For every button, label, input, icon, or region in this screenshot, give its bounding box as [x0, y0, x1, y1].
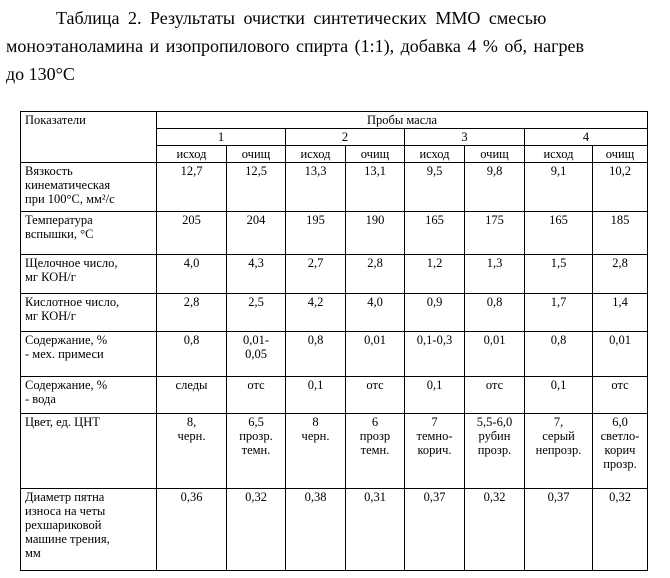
value-line: 13,3: [304, 164, 327, 178]
value-cell: [346, 489, 405, 571]
value-cell: [346, 254, 405, 293]
value-line: отс: [485, 378, 504, 393]
value-line: отс: [247, 378, 265, 393]
value-line: следы: [175, 378, 208, 393]
value-line: 0,32: [483, 490, 506, 505]
value-line: 165: [425, 212, 444, 227]
value-cell: [465, 332, 525, 377]
value-line: 0,1: [307, 378, 324, 393]
value-line: отс: [366, 378, 384, 393]
value-line: 2,8: [183, 294, 200, 309]
indicator-name: [21, 489, 157, 571]
value-cell: [405, 377, 465, 414]
value-line: 0,8: [307, 333, 324, 348]
indicator-name-line: кинематическая: [25, 178, 111, 192]
value-line: 0,05: [245, 347, 267, 362]
value-cell: [593, 254, 648, 293]
value-cell: [227, 377, 286, 414]
value-cell: [346, 211, 405, 254]
sub-header: исход: [157, 146, 227, 163]
caption-line-2: моноэтаноламина и изопропилового спирта (1:1), добавка 4 % об, нагрев: [6, 36, 585, 56]
indicator-name-line: Щелочное число,: [25, 255, 118, 270]
value-line: 0,37: [547, 490, 570, 505]
value-cell: [465, 489, 525, 571]
value-line: 0,32: [245, 490, 267, 505]
indicator-name: [21, 413, 157, 488]
value-line: 204: [246, 212, 266, 227]
value-cell: [157, 413, 227, 488]
value-line: 6,5: [248, 414, 264, 429]
sub-header: исход: [405, 146, 465, 163]
value-line: 165: [549, 212, 568, 227]
value-cell: [227, 489, 286, 571]
value-cell: [286, 377, 346, 414]
value-cell: [346, 413, 405, 488]
value-cell: [346, 163, 405, 212]
indicator-name-line: при 100°С, мм²/с: [25, 192, 115, 206]
sub-header: очищ: [227, 146, 286, 163]
sample-header: 2: [286, 129, 405, 146]
value-cell: [405, 163, 465, 212]
value-line: 0,8: [183, 333, 200, 348]
value-cell: [525, 163, 593, 212]
indicator-name: [21, 163, 157, 212]
indicator-name-line: Содержание, %: [25, 333, 108, 348]
value-line: 13,1: [364, 164, 386, 178]
value-line: рубин: [478, 428, 511, 443]
value-cell: [157, 489, 227, 571]
value-cell: [286, 489, 346, 571]
table-row: [21, 254, 648, 293]
value-line: 205: [182, 212, 201, 227]
results-table: [20, 111, 648, 571]
value-cell: [405, 489, 465, 571]
value-line: 12,7: [180, 164, 203, 178]
value-cell: [525, 413, 593, 488]
value-cell: [593, 293, 648, 332]
value-cell: [157, 163, 227, 212]
sub-header: исход: [525, 146, 593, 163]
value-cell: [405, 211, 465, 254]
table-row: [21, 489, 648, 571]
value-cell: [157, 377, 227, 414]
value-line: темно-: [416, 428, 453, 443]
value-cell: [227, 332, 286, 377]
value-cell: [593, 211, 648, 254]
value-line: 185: [610, 212, 630, 227]
indicator-name: [21, 332, 157, 377]
value-cell: [525, 377, 593, 414]
value-line: темн.: [241, 442, 271, 457]
value-cell: [286, 413, 346, 488]
value-cell: [157, 254, 227, 293]
caption-line-3: до 130°С: [6, 64, 75, 84]
indicator-name-line: Содержание, %: [25, 378, 108, 393]
value-line: 2,8: [367, 255, 383, 270]
value-line: 0,31: [364, 490, 386, 505]
value-line: черн.: [301, 428, 330, 443]
value-line: 0,32: [609, 490, 631, 505]
indicator-name-line: мм: [25, 546, 41, 561]
value-line: 6,0: [612, 414, 628, 429]
value-line: 0,37: [423, 490, 446, 505]
sub-header: очищ: [465, 146, 525, 163]
value-cell: [593, 413, 648, 488]
value-line: корич: [604, 442, 636, 457]
value-line: 1,5: [550, 255, 567, 270]
value-cell: [286, 211, 346, 254]
value-line: 0,38: [304, 490, 327, 505]
sample-header: 3: [405, 129, 525, 146]
value-line: отс: [611, 378, 629, 393]
value-line: 0,01: [483, 333, 506, 348]
value-cell: [525, 211, 593, 254]
value-cell: [525, 293, 593, 332]
indicator-name-line: - мех. примеси: [25, 347, 104, 362]
table-row: [21, 377, 648, 414]
value-line: 0,8: [550, 333, 567, 348]
indicator-name-line: Диаметр пятна: [25, 490, 105, 505]
indicator-name-line: рехшариковой: [25, 518, 102, 533]
value-cell: [465, 377, 525, 414]
value-line: светло-: [600, 428, 640, 443]
value-cell: [525, 332, 593, 377]
indicator-name-line: мг КОН/г: [25, 308, 76, 323]
value-line: 2,5: [248, 294, 264, 309]
value-cell: [525, 489, 593, 571]
indicator-name-line: Вязкость: [25, 164, 73, 178]
value-line: 0,1: [550, 378, 567, 393]
value-cell: [227, 293, 286, 332]
value-cell: [346, 377, 405, 414]
table-row: [21, 163, 648, 212]
value-line: 6: [371, 414, 379, 429]
value-line: 2,8: [612, 255, 628, 270]
value-line: 4,0: [183, 255, 200, 270]
value-line: 4,0: [367, 294, 383, 309]
value-line: 0,9: [426, 294, 443, 309]
value-line: непрозр.: [535, 442, 582, 457]
table-row: [21, 293, 648, 332]
value-line: прозр.: [603, 456, 637, 471]
sample-header: 4: [525, 129, 648, 146]
value-cell: [286, 163, 346, 212]
value-cell: [593, 377, 648, 414]
indicator-name-line: вспышки, °С: [25, 226, 94, 241]
value-line: 9,8: [486, 164, 503, 178]
indicator-name-line: мг КОН/г: [25, 269, 76, 284]
value-cell: [405, 413, 465, 488]
sub-header: исход: [286, 146, 346, 163]
value-cell: [346, 293, 405, 332]
value-cell: [405, 254, 465, 293]
value-cell: [157, 211, 227, 254]
indicator-name-line: Температура: [25, 212, 93, 227]
value-line: 1,7: [550, 294, 567, 309]
value-line: серый: [542, 428, 575, 443]
value-line: 195: [306, 212, 325, 227]
value-cell: [465, 293, 525, 332]
value-line: 4,2: [307, 294, 324, 309]
indicator-name: [21, 211, 157, 254]
table-caption: [6, 4, 664, 88]
value-line: прозр: [359, 428, 391, 443]
value-line: 0,01-: [242, 333, 270, 348]
indicator-name-line: машине трения,: [25, 532, 110, 547]
indicator-name: [21, 293, 157, 332]
value-line: 0,01: [609, 333, 631, 348]
value-line: прозр.: [239, 428, 273, 443]
value-line: 0,01: [364, 333, 386, 348]
value-cell: [593, 332, 648, 377]
table-row: [21, 413, 648, 488]
sample-header: 1: [157, 129, 286, 146]
indicator-header: Показатели: [21, 112, 157, 163]
value-line: 8: [312, 414, 319, 429]
value-line: 9,1: [550, 164, 567, 178]
value-cell: [525, 254, 593, 293]
value-cell: [593, 163, 648, 212]
value-line: 1,4: [612, 294, 628, 309]
value-cell: [465, 163, 525, 212]
value-cell: [227, 211, 286, 254]
value-line: 8,: [186, 414, 197, 429]
value-line: 0,1-0,3: [416, 333, 453, 348]
value-cell: [593, 489, 648, 571]
indicator-name-line: Цвет, ед. ЦНТ: [25, 414, 100, 429]
value-line: 7: [431, 414, 438, 429]
value-cell: [405, 293, 465, 332]
value-cell: [465, 413, 525, 488]
value-line: 0,8: [486, 294, 503, 309]
value-cell: [346, 332, 405, 377]
value-cell: [286, 254, 346, 293]
value-cell: [157, 332, 227, 377]
value-line: 190: [365, 212, 385, 227]
indicator-name-line: - вода: [25, 392, 56, 407]
value-cell: [227, 163, 286, 212]
value-cell: [227, 413, 286, 488]
value-line: корич.: [417, 442, 452, 457]
samples-group-header: Пробы масла: [157, 112, 648, 129]
value-line: 5,5-6,0: [476, 414, 513, 429]
value-line: 4,3: [248, 255, 264, 270]
value-line: темн.: [360, 442, 390, 457]
value-cell: [465, 211, 525, 254]
value-line: 1,2: [426, 255, 443, 270]
value-line: 0,36: [180, 490, 203, 505]
value-line: 10,2: [609, 164, 631, 178]
table-row: [21, 211, 648, 254]
value-cell: [286, 293, 346, 332]
table-row: [21, 332, 648, 377]
value-cell: [157, 293, 227, 332]
value-line: 7,: [553, 414, 564, 429]
value-line: прозр.: [477, 442, 512, 457]
indicator-name: [21, 377, 157, 414]
value-line: 2,7: [307, 255, 324, 270]
value-cell: [405, 332, 465, 377]
value-line: 9,5: [426, 164, 443, 178]
indicator-name: [21, 254, 157, 293]
value-line: 0,1: [426, 378, 443, 393]
value-line: 12,5: [245, 164, 267, 178]
sub-header: очищ: [593, 146, 648, 163]
caption-line-1: Таблица 2. Результаты очистки синтетических ММО смесью: [56, 8, 547, 28]
indicator-name-line: износа на четы: [25, 504, 106, 519]
value-line: черн.: [177, 428, 206, 443]
value-line: 1,3: [486, 255, 503, 270]
value-line: 175: [485, 212, 504, 227]
value-cell: [465, 254, 525, 293]
indicator-name-line: Кислотное число,: [25, 294, 120, 309]
sub-header: очищ: [346, 146, 405, 163]
value-cell: [227, 254, 286, 293]
value-cell: [286, 332, 346, 377]
